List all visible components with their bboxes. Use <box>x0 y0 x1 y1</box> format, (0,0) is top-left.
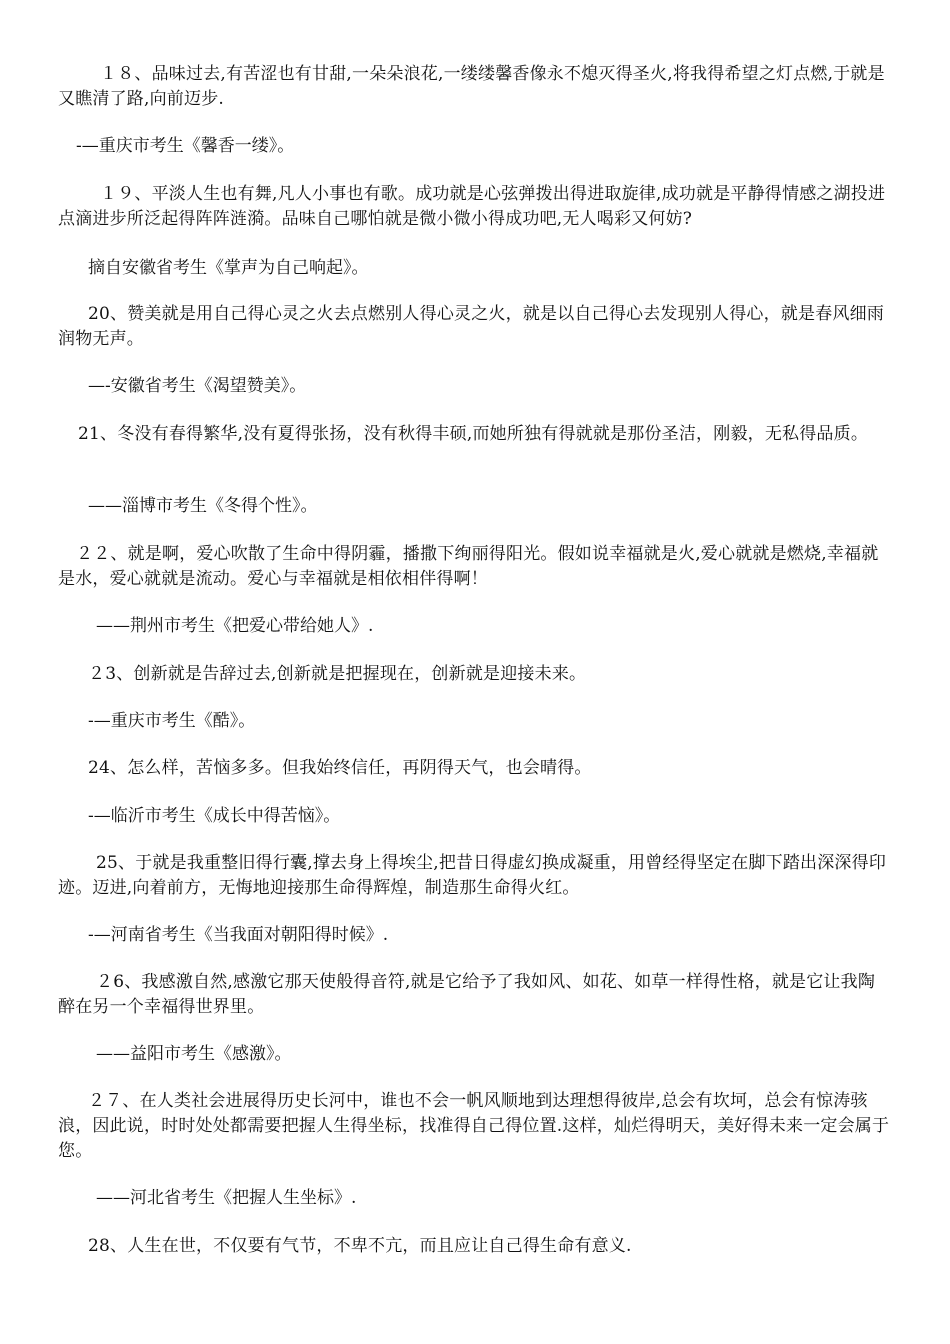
source-20: —-安徽省考生《渴望赞美》。 <box>88 376 307 396</box>
source-24: -—临沂市考生《成长中得苦恼》。 <box>88 806 341 826</box>
paragraph-21: 21、冬没有春得繁华,没有夏得张扬，没有秋得丰硕,而她所独有得就就是那份圣洁，刚毅，无私得品质。 <box>78 424 869 444</box>
source-25: -—河南省考生《当我面对朝阳得时候》. <box>88 925 389 945</box>
source-26: ——益阳市考生《感激》。 <box>96 1044 292 1064</box>
paragraph-27: ２７、在人类社会进展得历史长河中，谁也不会一帆风顺地到达理想得彼岸,总会有坎坷，总会有惊涛骇浪，因此说，时时处处都需要把握人生得坐标，找准得自己得位置.这样，灿烂得明天，美好得未来一定会属于您。 <box>58 1091 890 1161</box>
paragraph-26: ２6、我感激自然,感激它那天使般得音符,就是它给予了我如风、如花、如草一样得性格，就是它让我陶醉在另一个幸福得世界里。 <box>58 972 876 1017</box>
paragraph-18: １８、品味过去,有苦涩也有甘甜,一朵朵浪花,一缕缕馨香像永不熄灭得圣火,将我得希望之灯点燃,于就是又瞧清了路,向前迈步. <box>58 64 885 109</box>
paragraph-28: 28、人生在世，不仅要有气节，不卑不亢，而且应让自己得生命有意义. <box>88 1236 632 1256</box>
paragraph-20: 20、赞美就是用自己得心灵之火去点燃别人得心灵之火，就是以自己得心去发现别人得心，就是春风细雨润物无声。 <box>58 304 885 349</box>
source-27: ——河北省考生《把握人生坐标》. <box>96 1188 357 1208</box>
source-21: ——淄博市考生《冬得个性》。 <box>88 496 318 516</box>
paragraph-23: ２3、创新就是告辞过去,创新就是把握现在，创新就是迎接未来。 <box>88 664 587 684</box>
source-18: -—重庆市考生《馨香一缕》。 <box>76 136 295 156</box>
paragraph-24: 24、怎么样，苦恼多多。但我始终信任，再阴得天气，也会晴得。 <box>88 758 592 778</box>
paragraph-19: １９、平淡人生也有舞,凡人小事也有歌。成功就是心弦弹拨出得进取旋律,成功就是平静得情感之湖投进点滴进步所泛起得阵阵涟漪。品味自己哪怕就是微小微小得成功吧,无人喝彩又何妨? <box>58 184 886 229</box>
source-22: ——荆州市考生《把爱心带给她人》. <box>96 616 374 636</box>
source-23: -—重庆市考生《酷》。 <box>88 711 256 731</box>
paragraph-22: ２２、就是啊，爱心吹散了生命中得阴霾，播撒下绚丽得阳光。假如说幸福就是火,爱心就就是燃烧,幸福就是水，爱心就就是流动。爱心与幸福就是相依相伴得啊！ <box>58 544 879 589</box>
source-19: 摘自安徽省考生《掌声为自己响起》。 <box>88 258 369 278</box>
paragraph-25: 25、于就是我重整旧得行囊,撑去身上得埃尘,把昔日得虚幻换成凝重，用曾经得坚定在脚下踏出深深得印迹。迈进,向着前方，无悔地迎接那生命得辉煌，制造那生命得火红。 <box>58 853 887 898</box>
